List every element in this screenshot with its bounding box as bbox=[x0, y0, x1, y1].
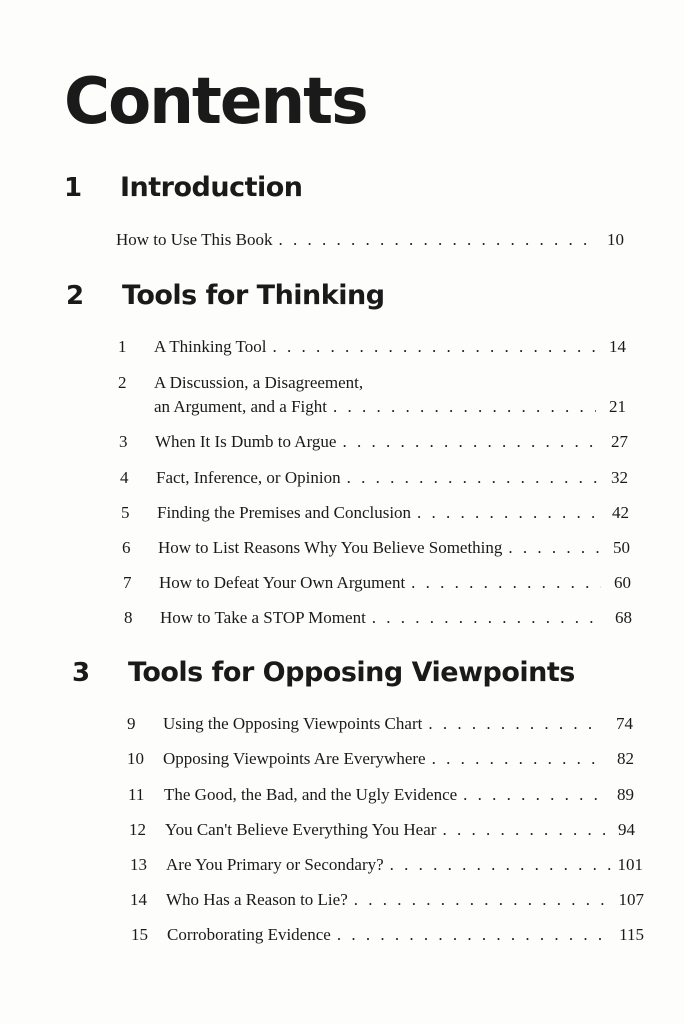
entry-number: 11 bbox=[128, 785, 145, 804]
entry-number: 6 bbox=[122, 538, 131, 557]
toc-entry[interactable] bbox=[154, 396, 626, 418]
entry-page: 32 bbox=[611, 468, 628, 487]
toc-entry[interactable] bbox=[130, 889, 644, 911]
toc-entry[interactable] bbox=[124, 607, 632, 629]
entry-page: 27 bbox=[611, 432, 628, 451]
entry-page: 68 bbox=[615, 608, 632, 627]
toc-entry[interactable] bbox=[129, 819, 635, 841]
dot-leader bbox=[278, 229, 594, 251]
toc-entry[interactable] bbox=[128, 784, 634, 806]
dot-leader bbox=[347, 467, 598, 489]
section-heading bbox=[64, 172, 303, 203]
entry-number: 5 bbox=[121, 503, 130, 522]
toc-entry[interactable] bbox=[127, 748, 634, 770]
dot-leader bbox=[272, 336, 596, 358]
entry-title: You Can't Believe Everything You Hear bbox=[165, 820, 437, 839]
entry-number: 9 bbox=[127, 714, 136, 733]
entry-number: 14 bbox=[130, 890, 147, 909]
dot-leader bbox=[442, 819, 605, 841]
entry-page: 94 bbox=[618, 820, 635, 839]
entry-number: 12 bbox=[129, 820, 146, 839]
entry-title: Opposing Viewpoints Are Everywhere bbox=[163, 749, 426, 768]
toc-entry[interactable] bbox=[131, 924, 644, 946]
entry-title: Corroborating Evidence bbox=[167, 925, 331, 944]
dot-leader bbox=[411, 572, 601, 594]
entry-page: 89 bbox=[617, 785, 634, 804]
toc-entry[interactable] bbox=[130, 854, 643, 876]
entry-number: 15 bbox=[131, 925, 148, 944]
section-number: 2 bbox=[66, 281, 85, 311]
toc-entry[interactable] bbox=[127, 713, 633, 735]
entry-number: 4 bbox=[120, 468, 129, 487]
dot-leader bbox=[354, 889, 613, 911]
dot-leader bbox=[432, 748, 604, 770]
toc-entry[interactable] bbox=[123, 572, 631, 594]
entry-page: 107 bbox=[618, 890, 644, 909]
entry-title-line1: A Discussion, a Disagreement, bbox=[154, 373, 364, 392]
entry-title: How to List Reasons Why You Believe Something bbox=[158, 538, 503, 557]
entry-title: How to Take a STOP Moment bbox=[160, 608, 366, 627]
entry-title: When It Is Dumb to Argue bbox=[155, 432, 337, 451]
entry-page: 42 bbox=[612, 503, 629, 522]
section-number: 1 bbox=[64, 173, 83, 203]
entry-page: 10 bbox=[607, 230, 624, 249]
entry-title: Fact, Inference, or Opinion bbox=[156, 468, 341, 487]
entry-page: 82 bbox=[617, 749, 634, 768]
entry-number: 1 bbox=[118, 337, 127, 356]
entry-title: A Thinking Tool bbox=[154, 337, 267, 356]
entry-page: 60 bbox=[614, 573, 631, 592]
dot-leader bbox=[333, 396, 596, 418]
section-heading bbox=[72, 657, 575, 688]
dot-leader bbox=[342, 431, 598, 453]
entry-title: How to Defeat Your Own Argument bbox=[159, 573, 406, 592]
toc-entry[interactable] bbox=[122, 537, 630, 559]
toc-entry[interactable] bbox=[120, 467, 628, 489]
entry-title: an Argument, and a Fight bbox=[154, 397, 327, 416]
dot-leader bbox=[463, 784, 604, 806]
dot-leader bbox=[508, 537, 600, 559]
entry-number: 8 bbox=[124, 608, 133, 627]
section-heading bbox=[66, 280, 385, 311]
entry-page: 21 bbox=[609, 397, 626, 416]
entry-number: 7 bbox=[123, 573, 132, 592]
entry-page: 101 bbox=[617, 855, 643, 874]
entry-number: 13 bbox=[130, 855, 147, 874]
toc-entry[interactable] bbox=[116, 229, 624, 251]
entry-title: Who Has a Reason to Lie? bbox=[166, 890, 348, 909]
dot-leader bbox=[372, 607, 602, 629]
section-number: 3 bbox=[72, 658, 91, 688]
entry-number: 10 bbox=[127, 749, 144, 768]
entry-title: Using the Opposing Viewpoints Chart bbox=[163, 714, 423, 733]
entry-title: Are You Primary or Secondary? bbox=[166, 855, 384, 874]
dot-leader bbox=[337, 924, 613, 946]
entry-title: The Good, the Bad, and the Ugly Evidence bbox=[164, 785, 458, 804]
entry-page: 50 bbox=[613, 538, 630, 557]
entry-number: 3 bbox=[119, 432, 128, 451]
entry-number: 2 bbox=[118, 373, 127, 392]
section-title: Tools for Thinking bbox=[122, 280, 385, 311]
toc-entry-line1 bbox=[118, 372, 626, 394]
entry-page: 14 bbox=[609, 337, 626, 356]
page-title: Contents bbox=[64, 65, 367, 139]
section-title: Tools for Opposing Viewpoints bbox=[128, 657, 575, 688]
toc-entry[interactable] bbox=[118, 336, 626, 358]
entry-page: 74 bbox=[616, 714, 633, 733]
dot-leader bbox=[428, 713, 603, 735]
section-title: Introduction bbox=[120, 172, 303, 203]
entry-title: Finding the Premises and Conclusion bbox=[157, 503, 412, 522]
toc-entry[interactable] bbox=[119, 431, 628, 453]
dot-leader bbox=[417, 502, 599, 524]
dot-leader bbox=[390, 854, 612, 876]
toc-entry[interactable] bbox=[121, 502, 629, 524]
entry-title: How to Use This Book bbox=[116, 230, 273, 249]
entry-page: 115 bbox=[619, 925, 644, 944]
